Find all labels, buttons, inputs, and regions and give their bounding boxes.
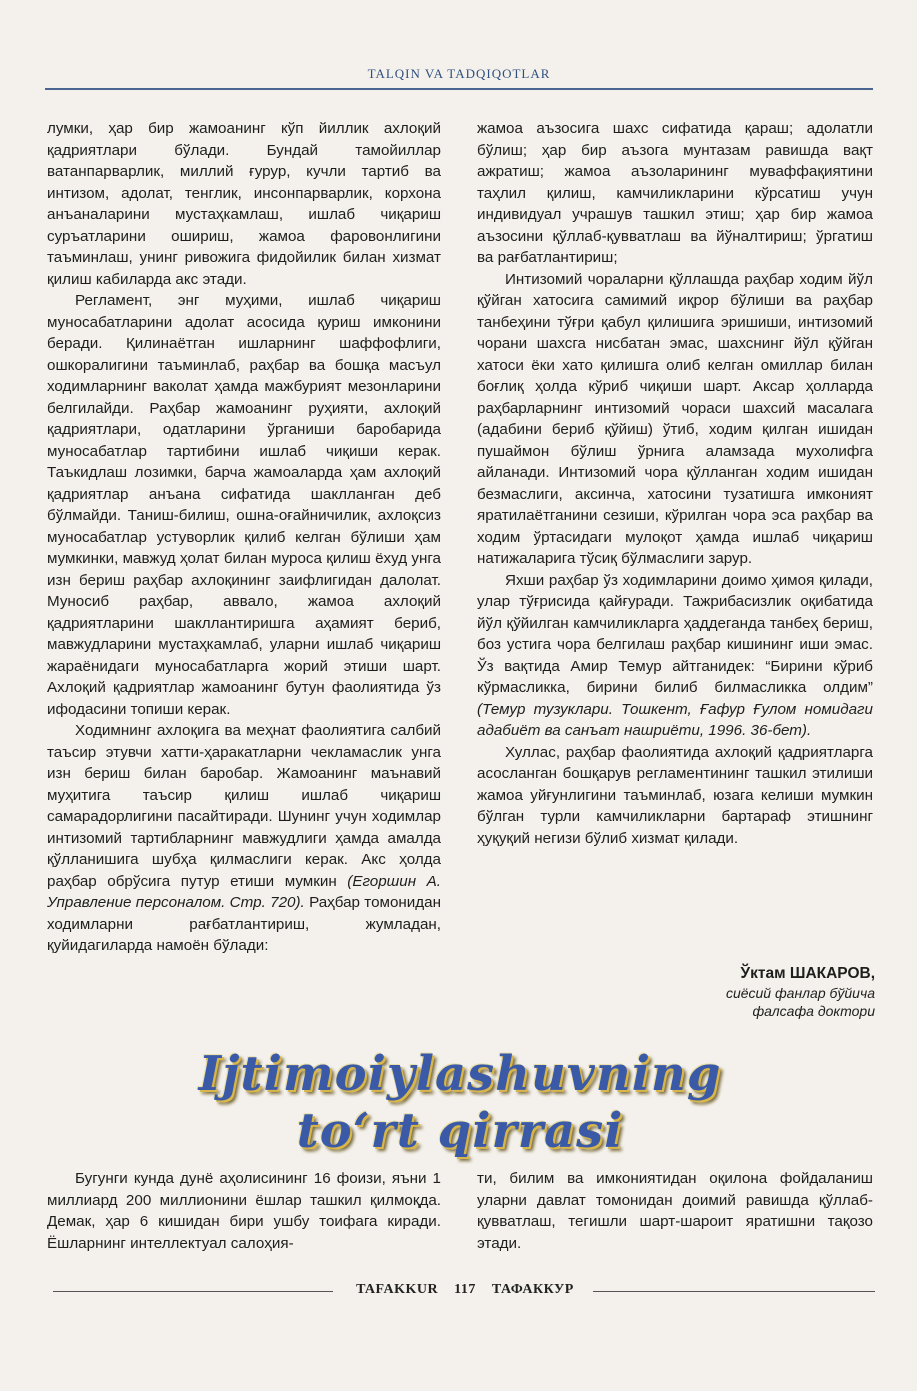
article-headline xyxy=(150,1046,770,1160)
article-right-column xyxy=(477,118,873,849)
paragraph: ти, билим ва имкониятидан оқилона фойдаланиш уларни давлат томонидан доимий равишда қўллаб-қувватлаш, тегишли шарт-шароит яратишни тақозо этади. xyxy=(477,1170,873,1252)
paragraph xyxy=(477,570,873,742)
author-title: сиёсий фанлар бўйича xyxy=(725,985,875,1001)
author-name: Ўктам ШАКАРОВ, xyxy=(740,965,875,982)
paragraph: Интизомий чораларни қўллашда раҳбар ходим йўл қўйган хатосига самимий иқрор бўлиши ва раҳбар танбеҳини тўғри қабул қилишига эришиши, интизомий чорани шахсга нисбатан эмас, шахснинг йўл қўйган хатоси ёки хато қилишга олиб келган омиллар билан боғлиқ ҳолда кўриб чиқиши шарт. Аксар ҳолларда раҳбарларнинг интизомий чораси шахсий масалага (адабини бериб қўйиш) ўтиб, ходим қилган ишидан пушаймон бўлиш ўрнига аламзада мухолифга айланади. Интизомий чора қўлланган ходим ишидан безмаслиги, аксинча, хатосини тузатишга имконият яратилаётганини сезиши, кўрилган чора эса раҳбар ва ходим ўртасидаги мулоқот ҳамда ишлаб чиқариш натижаларига тўсиқ бўлмаслиги зарур. xyxy=(477,270,873,567)
page-number: 117 xyxy=(454,1282,476,1297)
footer-text xyxy=(345,1282,585,1298)
headline-line: to‘rt qirrasi xyxy=(296,1103,624,1159)
author-title: фалсафа доктори xyxy=(752,1003,875,1019)
citation: (Темур тузуклари. Тошкент, Ғафур Ғулом номидаги адабиёт ва санъат нашриёти, 1996. 36-бет). xyxy=(477,700,873,739)
footer-magazine-cyrillic: ТАФАККУР xyxy=(491,1282,574,1297)
paragraph: жамоа аъзосига шахс сифатида қараш; адолатли бўлиш; ҳар бир аъзога мунтазам равишда вақт ажратиш; жамоа аъзоларининг муваффақиятини таҳлил қилиш, камчиликларини кўрсатиш учун индивидуал учрашув ташкил этиш; ҳар бир жамоа аъзосини қўллаб-қувватлаш ва йўналтириш; ўргатиш ва рағбатлантириш; xyxy=(477,120,873,266)
paragraph: Бугунги кунда дунё аҳолисининг 16 фоизи, яъни 1 миллиард 200 миллионини ёшлар ташкил қилмоқда. Демак, ҳар 6 кишидан бири ушбу тоифага киради. Ёшларнинг интеллектуал салоҳия- xyxy=(47,1170,441,1252)
paragraph xyxy=(47,720,441,957)
paragraph-text: Ходимнинг ахлоқига ва меҳнат фаолиятига салбий таъсир этувчи хатти-ҳаракатларни чекламаслик унга изн бериш билан баробар. Жамоанинг маънавий муҳитига таъсир қилиш ишлаб чиқариш самарадорлигини пасайтиради. Шунинг учун ходимлар интизомий тартибларнинг мавжудлиги ҳамда амалда қўлланишига шубҳа қилмаслиги керак. Акс ҳолда раҳбар обрўсига путур етиши мумкин xyxy=(47,722,441,890)
article-left-column xyxy=(47,118,441,957)
paragraph-text: Раҳбар томонидан ходимларни рағбатлантириш, жумладан, қуйидагиларда намоён бўлади: xyxy=(47,894,441,954)
headline-line: Ijtimoiylashuvning xyxy=(198,1046,722,1102)
footer-rule xyxy=(53,1291,333,1292)
paragraph: Регламент, энг муҳими, ишлаб чиқариш муносабатларини адолат асосида қуриш имконини беради. Қилинаётган ишларнинг шаффофлиги, ошкоралигини таъминлаб, раҳбар ва бошқа масъул ходимларнинг ваколат ҳамда мажбурият мезонларини белгилайди. Раҳбар жамоанинг руҳияти, ахлоқий қадриятлари, одатларини ўрганиши баробарида муносабатлар тартибини ишлаб чиқиши керак. Таъкидлаш лозимки, барча жамоаларда ҳам ахлоқий қадриятлар анъана сифатида шаклланган деб бўлмайди. Таниш-билиш, ошна-оғайничилик, ахлоқсиз муносабатлар устуворлик қилиб келган бўлиши ҳам мумкинки, мавжуд ҳолат билан муроса қилиш ёхуд унга изн бериш раҳбар ахлоқининг заифлигидан далолат. Муносиб раҳбар, аввало, жамоа ахлоқий қадриятларини шакллантиришга аҳамият бериб, мавжудларини мустаҳкамлаб, уларни ишлаб чиқариш жараёнидаги муносабатларга жорий этиши шарт. Ахлоқий қадриятлар жамоанинг бутун фаолиятида ўз ифодасини топиши керак. xyxy=(47,292,441,718)
running-header: TALQIN VA TADQIQOTLAR xyxy=(367,66,551,81)
article2-right-column xyxy=(477,1168,873,1254)
article2-left-column xyxy=(47,1168,441,1254)
paragraph: лумки, ҳар бир жамоанинг кўп йиллик ахлоқий қадриятлари бўлади. Бундай тамойиллар ватанпарварлик, миллий ғурур, кучли тартиб ва интизом, адолат, тенглик, инсонпарварлик, корхона анъаналарини мустаҳкамлаш, ишлаб чиқариш суръатларини ошириш, жамоа фаровонлигини таъминлаш, унинг ривожига фидойилик билан хизмат қилиш кабиларда акс этади. xyxy=(47,120,441,288)
citation: (Егоршин А. Управление персоналом. Стр. 720). xyxy=(47,872,441,911)
footer-rule xyxy=(593,1291,875,1292)
author-signature xyxy=(600,964,875,1020)
page-footer xyxy=(45,1280,875,1304)
paragraph: Хуллас, раҳбар фаолиятида ахлоқий қадриятларга асосланган бошқарув регламентининг ташкил этилиши жамоа уйғунлигини таъминлаб, юзага келиши мумкин бўлган турли камчиликларни бартараф этишнинг ҳуқуқий негизи бўлиб хизмат қилади. xyxy=(477,743,873,847)
paragraph-text: Яхши раҳбар ўз ходимларини доимо ҳимоя қилади, улар тўғрисида қайғуради. Тажрибасизлик оқибатида йўл қўйилган камчиликларга ҳаддеганда танбеҳ бериш, боз устига чора белгилаш раҳбар кишининг иши эмас. Ўз вақтида Амир Темур айтганидек: “Бирини кўриб кўрмасликка, бирини билиб билмасликка олдим” xyxy=(477,571,873,696)
header-rule xyxy=(45,88,873,90)
footer-magazine-latin: TAFAKKUR xyxy=(356,1282,439,1297)
